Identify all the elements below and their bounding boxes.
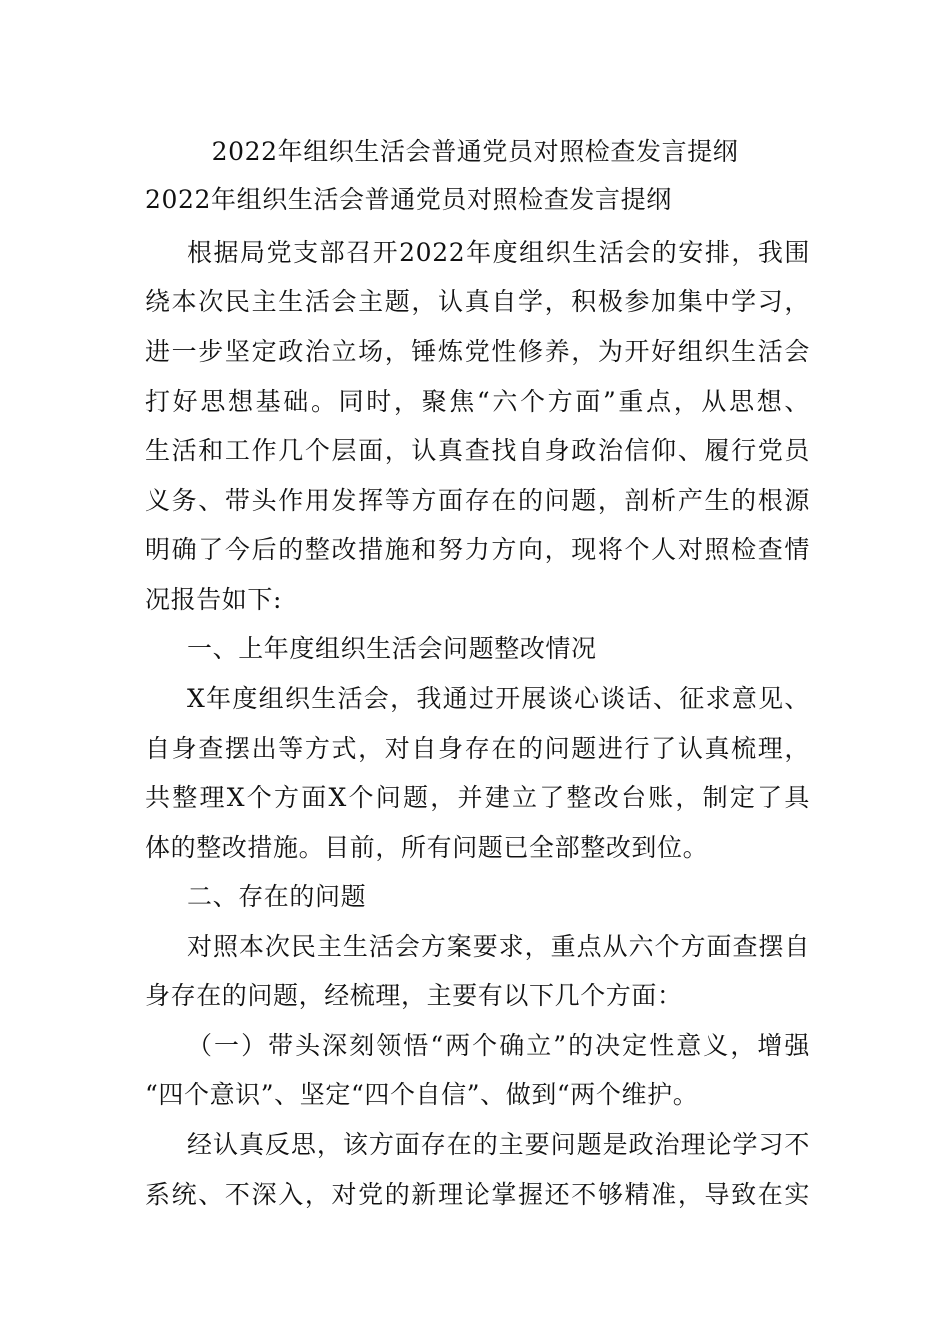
document-title: 2022年组织生活会普通党员对照检查发言提纲 <box>145 185 672 214</box>
paragraph-line: 明确了今后的整改措施和努力方向，现将个人对照检查情 <box>145 535 810 564</box>
paragraph-line: 经认真反思，该方面存在的主要问题是政治理论学习不 <box>187 1130 810 1159</box>
paragraph-line: 生活和工作几个层面，认真查找自身政治信仰、履行党员 <box>145 436 810 465</box>
paragraph-line: 对照本次民主生活会方案要求，重点从六个方面查摆自 <box>187 932 810 961</box>
paragraph-line: 义务、带头作用发挥等方面存在的问题，剖析产生的根源 <box>145 486 810 515</box>
paragraph-line: 绕本次民主生活会主题，认真自学，积极参加集中学习， <box>145 287 810 316</box>
paragraph-line: 根据局党支部召开2022年度组织生活会的安排，我围 <box>187 238 810 267</box>
paragraph-line: 共整理X个方面X个问题，并建立了整改台账，制定了具 <box>145 783 810 812</box>
paragraph-line: 况报告如下: <box>145 585 283 614</box>
paragraph-line: 体的整改措施。目前，所有问题已全部整改到位。 <box>145 833 709 862</box>
section-heading: 一、上年度组织生活会问题整改情况 <box>187 634 597 663</box>
section-heading: 二、存在的问题 <box>187 882 367 911</box>
paragraph-line: 身存在的问题，经梳理，主要有以下几个方面： <box>145 981 683 1010</box>
subsection-heading: （一）带头深刻领悟“两个确立”的决定性意义，增强 <box>187 1031 810 1060</box>
subsection-heading: “四个意识”、坚定“四个自信”、做到“两个维护。 <box>145 1080 699 1109</box>
paragraph-line: 进一步坚定政治立场，锤炼党性修养，为开好组织生活会 <box>145 337 810 366</box>
paragraph-line: 系统、不深入，对党的新理论掌握还不够精准，导致在实 <box>145 1180 810 1209</box>
paragraph-line: X年度组织生活会，我通过开展谈心谈话、征求意见、 <box>187 684 810 713</box>
paragraph-line: 自身查摆出等方式，对自身存在的问题进行了认真梳理， <box>145 734 810 763</box>
document-title-centered: 2022年组织生活会普通党员对照检查发言提纲 <box>211 137 739 166</box>
paragraph-line: 打好思想基础。同时，聚焦“六个方面”重点，从思想、 <box>145 387 810 416</box>
